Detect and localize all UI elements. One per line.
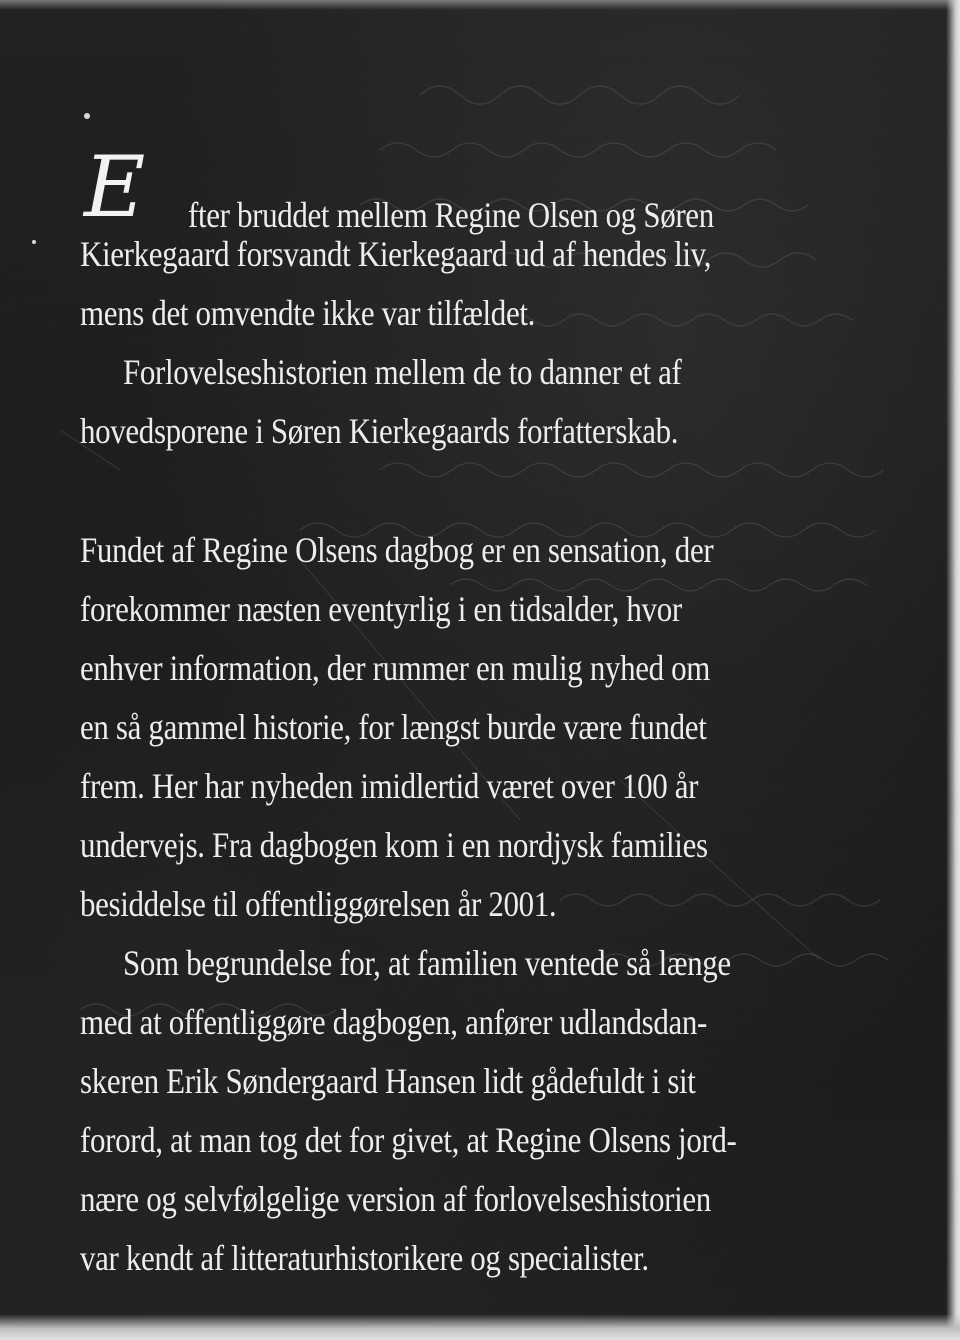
text-line: en så gammel historie, for længst burde være fundet bbox=[80, 707, 707, 747]
text-line: nære og selvfølgelige version af forlovelseshistorien bbox=[80, 1179, 711, 1219]
text-line: frem. Her har nyheden imidlertid været over 100 år bbox=[80, 766, 699, 806]
paper-speck bbox=[32, 240, 36, 244]
paper-edge-right bbox=[946, 0, 960, 1340]
text-line: undervejs. Fra dagbogen kom i en nordjysk families bbox=[80, 825, 708, 865]
drop-cap: E bbox=[84, 138, 145, 236]
text-line: hovedsporene i Søren Kierkegaards forfatterskab. bbox=[80, 411, 679, 451]
text-line: forord, at man tog det for givet, at Regine Olsens jord- bbox=[80, 1120, 737, 1160]
paragraph-gap bbox=[80, 461, 910, 521]
text-line: Fundet af Regine Olsens dagbog er en sensation, der bbox=[80, 530, 714, 570]
text-line: fter bruddet mellem Regine Olsen og Søren bbox=[188, 195, 714, 235]
paper-edge-bottom bbox=[0, 1314, 960, 1340]
text-line: besiddelse til offentliggørelsen år 2001. bbox=[80, 884, 557, 924]
text-line: med at offentliggøre dagbogen, anfører udlandsdan- bbox=[80, 1002, 708, 1042]
text-line: Forlovelseshistorien mellem de to danner et af bbox=[123, 352, 682, 392]
back-cover-text bbox=[80, 138, 910, 1288]
paper-speck bbox=[84, 113, 90, 119]
text-line: Kierkegaard forsvandt Kierkegaard ud af hendes liv, bbox=[80, 234, 712, 274]
text-line: enhver information, der rummer en mulig nyhed om bbox=[80, 648, 711, 688]
text-line: Som begrundelse for, at familien ventede så længe bbox=[123, 943, 731, 983]
text-line: mens det omvendte ikke var tilfældet. bbox=[80, 293, 536, 333]
text-line: var kendt af litteraturhistorikere og specialister. bbox=[80, 1238, 649, 1278]
text-line: forekommer næsten eventyrlig i en tidsalder, hvor bbox=[80, 589, 682, 629]
text-line: skeren Erik Søndergaard Hansen lidt gådefuldt i sit bbox=[80, 1061, 696, 1101]
opening-line bbox=[80, 138, 910, 236]
paper-edge-top bbox=[0, 0, 960, 10]
